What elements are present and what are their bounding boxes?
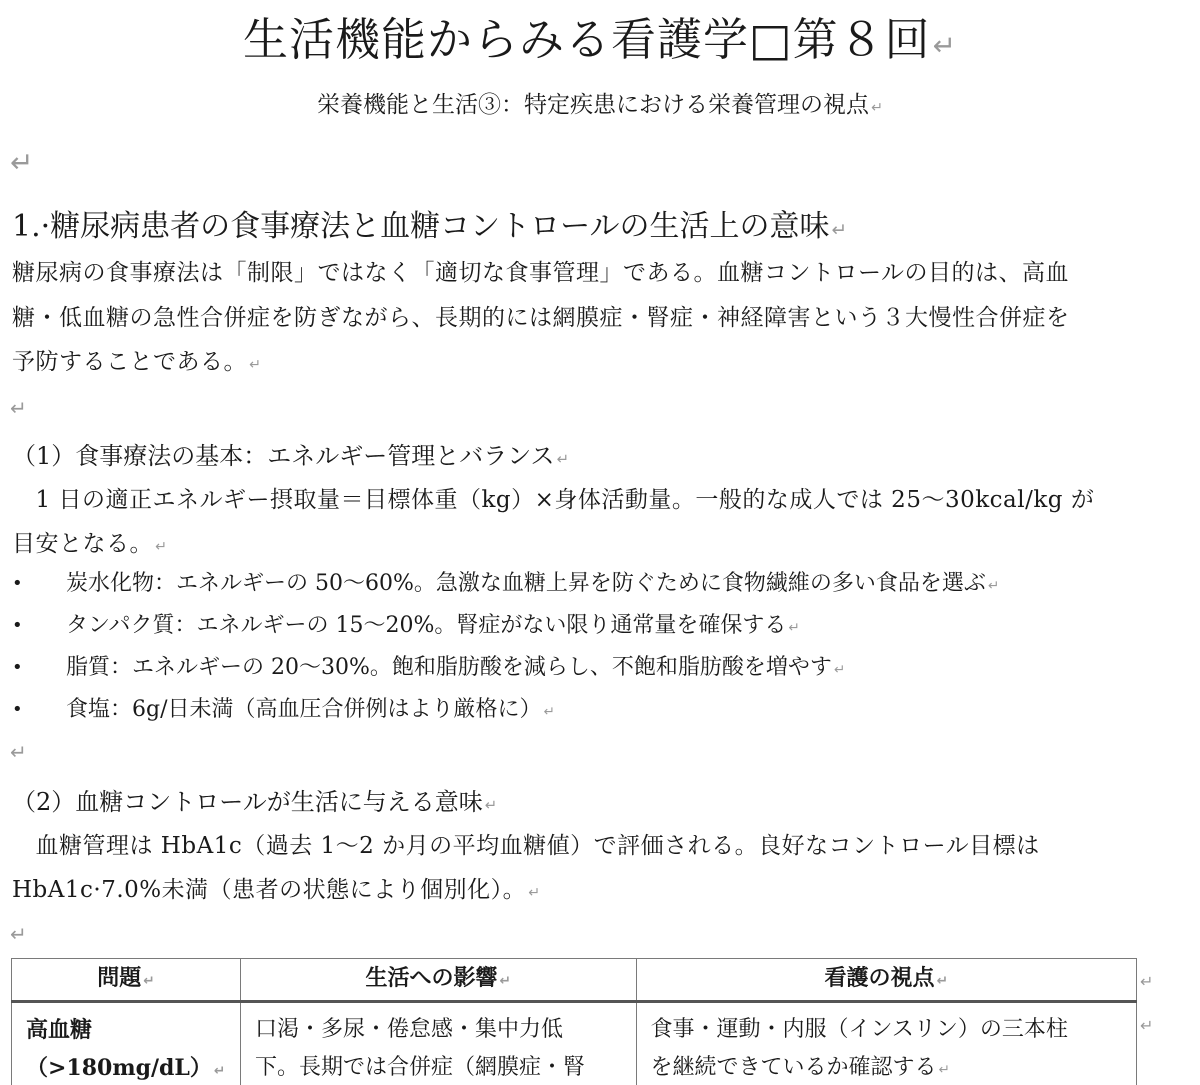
paragraph-mark-icon: ↵ bbox=[499, 973, 511, 989]
row-end-mark-icon: ↵ bbox=[1140, 972, 1154, 991]
column-header: 看護の視点 ↵ bbox=[636, 959, 1136, 1002]
row-end-mark-icon: ↵ bbox=[1140, 1016, 1154, 1035]
paragraph-mark-icon: ↵ bbox=[932, 29, 957, 62]
table-header-row bbox=[12, 959, 1137, 1002]
document-subtitle: 栄養機能と生活③：特定疾患における栄養管理の視点 ↵ bbox=[317, 92, 883, 118]
paragraph-mark-icon: ↵ bbox=[833, 662, 846, 678]
subsection-heading: （1）食事療法の基本：エネルギー管理とバランス ↵ bbox=[12, 442, 570, 470]
empty-paragraph-mark-icon: ↵ bbox=[10, 146, 34, 179]
table-cell-nursing: 食事・運動・内服（インスリン）の三本柱 を継続できているか確認する ↵ bbox=[636, 1002, 1136, 1085]
table-row bbox=[12, 1002, 1137, 1085]
paragraph-mark-icon: ↵ bbox=[871, 100, 883, 116]
paragraph-mark-icon: ↵ bbox=[213, 1063, 226, 1079]
document-title: 生活機能からみる看護学□第８回↵ bbox=[243, 13, 957, 66]
paragraph-mark-icon: ↵ bbox=[556, 450, 570, 468]
paragraph-mark-icon: ↵ bbox=[528, 885, 541, 901]
intro-line: 予防することである。 ↵ bbox=[12, 349, 262, 375]
paragraph-mark-icon: ↵ bbox=[788, 620, 800, 636]
bullet-icon: • bbox=[12, 573, 23, 594]
table-cell-impact: 口渇・多尿・倦怠感・集中力低 下。長期では合併症（網膜症・腎 bbox=[240, 1002, 636, 1085]
paragraph-mark-icon: ↵ bbox=[938, 1062, 950, 1078]
intro-line: 糖尿病の食事療法は「制限」ではなく「適切な食事管理」である。血糖コントロールの目的は、高血 bbox=[12, 260, 1070, 286]
paragraph-mark-icon: ↵ bbox=[155, 539, 168, 555]
empty-paragraph-mark-icon: ↵ bbox=[10, 740, 27, 764]
paragraph-mark-icon: ↵ bbox=[936, 973, 948, 989]
body-line: 1 日の適正エネルギー摂取量＝目標体重（kg）×身体活動量。一般的な成人では 25〜30kcal/kg が bbox=[12, 487, 1095, 513]
paragraph-mark-icon: ↵ bbox=[143, 973, 155, 989]
column-header: 生活への影響 ↵ bbox=[240, 959, 636, 1002]
bullet-icon: • bbox=[12, 657, 23, 678]
paragraph-mark-icon: ↵ bbox=[543, 704, 555, 720]
table-cell-problem: 高血糖 （>180mg/dL） ↵ bbox=[12, 1002, 241, 1085]
bullet-icon: • bbox=[12, 615, 23, 636]
paragraph-mark-icon: ↵ bbox=[484, 796, 498, 814]
body-line: HbA1c·7.0%未満（患者の状態により個別化）。 ↵ bbox=[12, 877, 541, 903]
empty-paragraph-mark-icon: ↵ bbox=[10, 922, 27, 946]
bullet-icon: • bbox=[12, 699, 23, 720]
paragraph-mark-icon: ↵ bbox=[987, 578, 1000, 594]
body-line: 血糖管理は HbA1c（過去 1〜2 か月の平均血糖値）で評価される。良好なコントロール目標は bbox=[12, 833, 1040, 859]
subsection-heading: （2）血糖コントロールが生活に与える意味 ↵ bbox=[12, 788, 498, 816]
section-heading: 1.·糖尿病患者の食事療法と血糖コントロールの生活上の意味 ↵ bbox=[12, 209, 848, 244]
column-header: 問題 ↵ bbox=[12, 959, 241, 1002]
issues-table bbox=[11, 958, 1137, 1085]
empty-paragraph-mark-icon: ↵ bbox=[10, 396, 27, 420]
paragraph-mark-icon: ↵ bbox=[831, 220, 848, 241]
paragraph-mark-icon: ↵ bbox=[249, 357, 262, 373]
intro-line: 糖・低血糖の急性合併症を防ぎながら、長期的には網膜症・腎症・神経障害という３大慢性合併症を bbox=[12, 305, 1070, 331]
body-line: 目安となる。 ↵ bbox=[12, 531, 168, 557]
